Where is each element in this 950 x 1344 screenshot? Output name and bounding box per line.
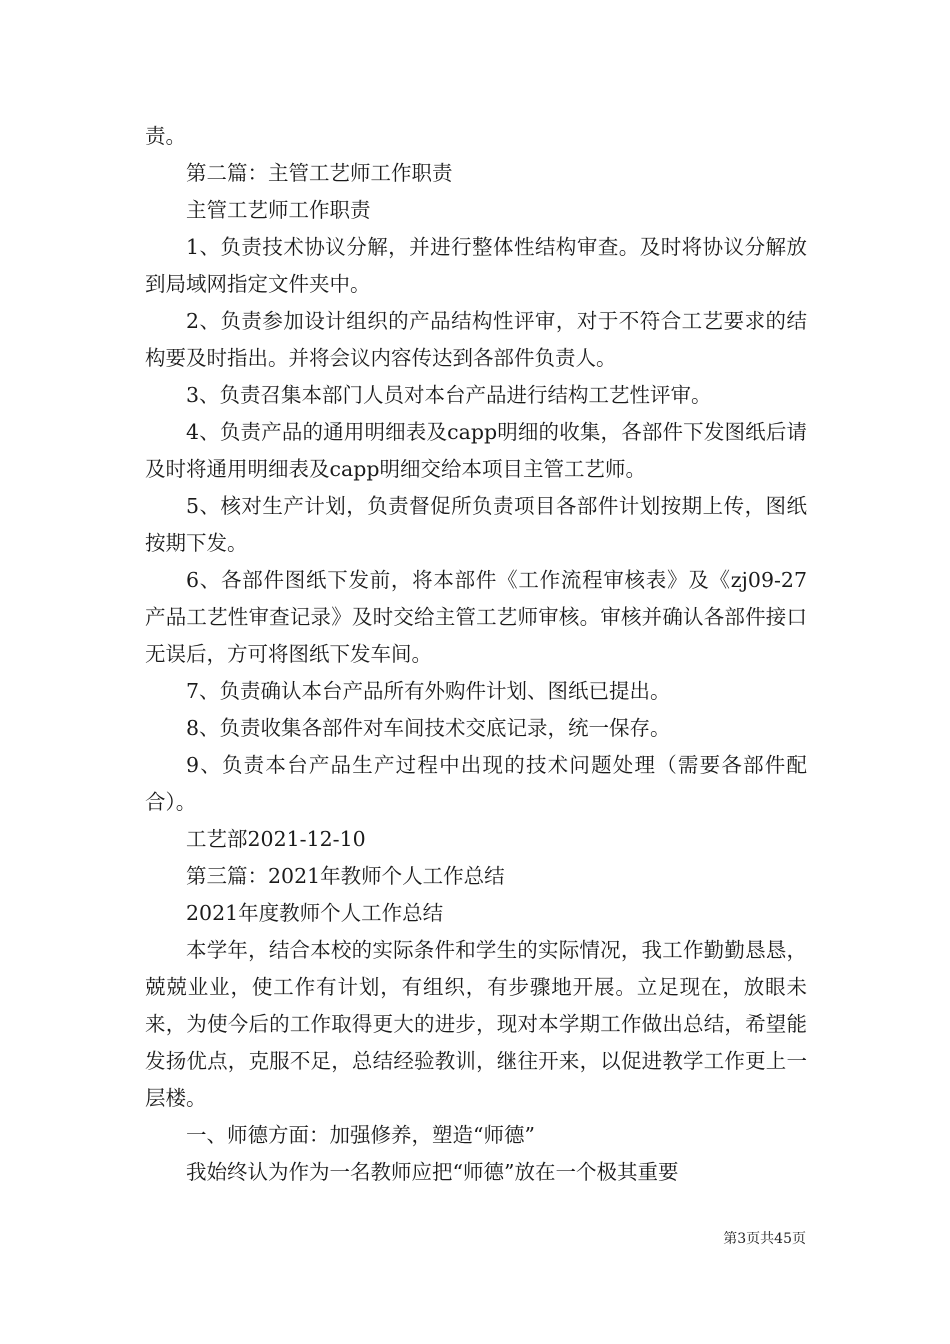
- paragraph: 7、负责确认本台产品所有外购件计划、图纸已提出。: [186, 679, 671, 703]
- paragraph: 3、负责召集本部门人员对本台产品进行结构工艺性评审。: [186, 383, 712, 407]
- paragraph: 9、负责本台产品生产过程中出现的技术问题处理（需要各部件配合）。: [145, 753, 807, 814]
- paragraph: 工艺部2021-12-10: [186, 827, 366, 851]
- paragraph: 一、师德方面：加强修养，塑造“师德”: [186, 1123, 535, 1147]
- paragraph: 8、负责收集各部件对车间技术交底记录，统一保存。: [186, 716, 671, 740]
- page-number: 第3页共45页: [723, 1231, 806, 1247]
- document-body: [145, 118, 807, 1191]
- paragraph: 本学年，结合本校的实际条件和学生的实际情况，我工作勤勤恳恳，兢兢业业，使工作有计划，有组织，有步骤地开展。立足现在，放眼未来，为使今后的工作取得更大的进步，现对本学期工作做出总结，希望能发扬优点，克服不足，总结经验教训，继往开来，以促进教学工作更上一层楼。: [145, 938, 807, 1110]
- paragraph: 主管工艺师工作职责: [186, 198, 371, 222]
- paragraph: 1、负责技术协议分解，并进行整体性结构审查。及时将协议分解放到局域网指定文件夹中。: [145, 235, 807, 296]
- paragraph: 责。: [145, 124, 186, 148]
- paragraph: 4、负责产品的通用明细表及capp明细的收集，各部件下发图纸后请及时将通用明细表及capp明细交给本项目主管工艺师。: [145, 420, 807, 481]
- paragraph: 2、负责参加设计组织的产品结构性评审，对于不符合工艺要求的结构要及时指出。并将会议内容传达到各部件负责人。: [145, 309, 807, 370]
- paragraph: 我始终认为作为一名教师应把“师德”放在一个极其重要: [186, 1160, 679, 1184]
- paragraph: 2021年度教师个人工作总结: [186, 901, 444, 925]
- paragraph: 6、各部件图纸下发前，将本部件《工作流程审核表》及《zj09-27产品工艺性审查记录》及时交给主管工艺师审核。审核并确认各部件接口无误后，方可将图纸下发车间。: [145, 568, 807, 666]
- paragraph: 第二篇：主管工艺师工作职责: [186, 161, 453, 185]
- paragraph: 第三篇：2021年教师个人工作总结: [186, 864, 505, 888]
- paragraph: 5、核对生产计划，负责督促所负责项目各部件计划按期上传，图纸按期下发。: [145, 494, 807, 555]
